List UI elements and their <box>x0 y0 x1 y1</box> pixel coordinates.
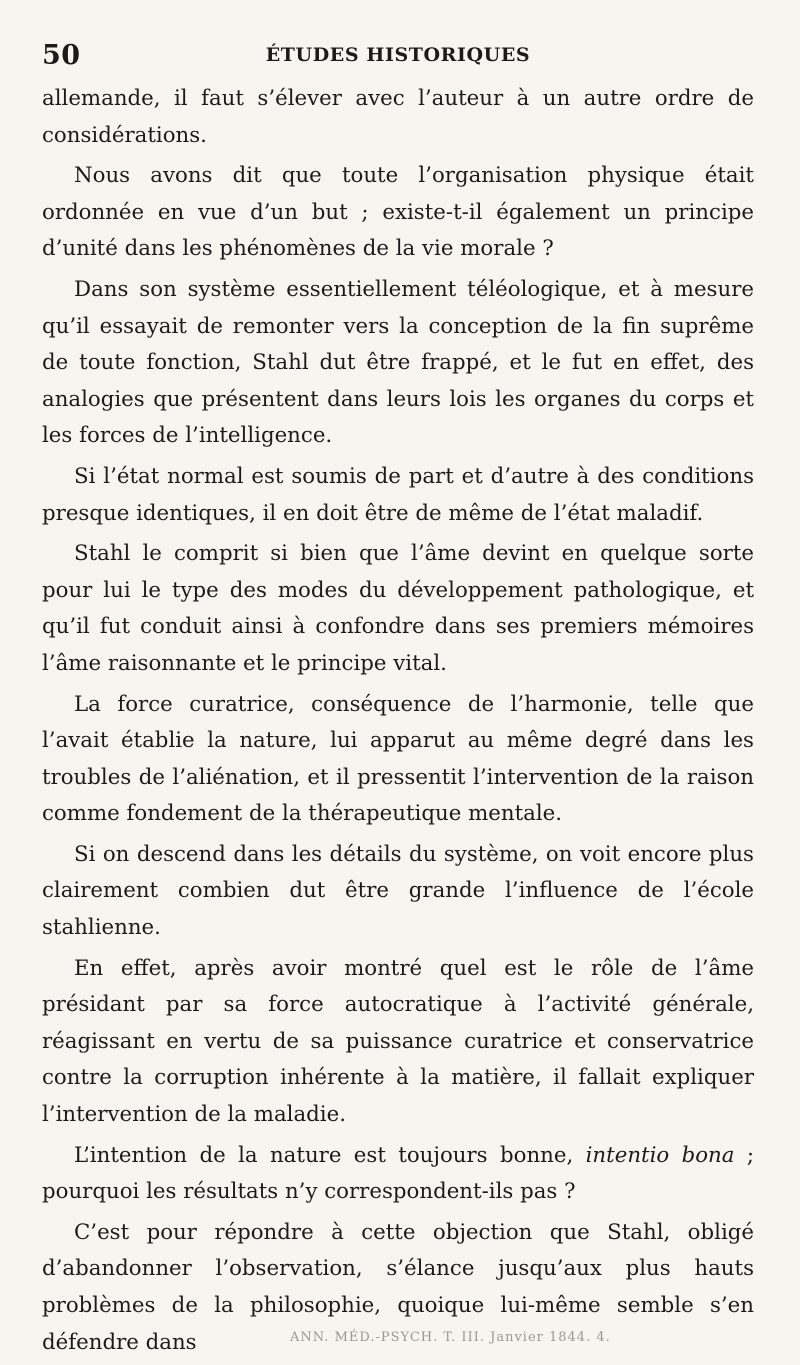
paragraph-text: ; pourquoi les résultats n’y correspondent-ils pas ? <box>42 1142 755 1205</box>
paragraph: En effet, après avoir montré quel est le rôle de l’âme présidant par sa force autocratique à l’activité générale, réagissant en vertu de sa puissance curatrice et conservatrice contre la corruption inhérente à la matière, il fallait expliquer l’intervention de la maladie. <box>42 955 754 1128</box>
paragraph: Dans son système essentiellement téléologique, et à mesure qu’il essayait de remonter vers la conception de la fin suprême de toute fonction, Stahl dut être frappé, et le fut en effet, des analogies que présentent dans leurs lois les organes du corps et les forces de l’intelligence. <box>42 276 754 449</box>
paragraph: Si l’état normal est soumis de part et d’autre à des conditions presque identiques, il en doit être de même de l’état maladif. <box>42 463 754 526</box>
latin-phrase: intentio bona <box>585 1142 735 1168</box>
paragraph: La force curatrice, conséquence de l’harmonie, telle que l’avait établie la nature, lui apparut au même degré dans les troubles de l’aliénation, et il pressentit l’intervention de la raison comme fondement de la thérapeutique mentale. <box>42 691 754 827</box>
footer-bleed-through: ANN. MÉD.-PSYCH. T. III. Janvier 1844. 4. <box>290 1330 611 1345</box>
paragraph-continuation: allemande, il faut s’élever avec l’auteur à un autre ordre de considérations. <box>42 86 754 148</box>
paragraph-text: L’intention de la nature est toujours bonne, <box>74 1142 586 1168</box>
body-text <box>42 81 754 1365</box>
paragraph-with-latin <box>42 1138 754 1211</box>
paragraph: Nous avons dit que toute l’organisation physique était ordonnée en vue d’un but ; existe-t-il également un principe d’unité dans les phénomènes de la vie morale ? <box>42 163 754 262</box>
paragraph: C’est pour répondre à cette objection que Stahl, obligé d’abandonner l’observation, s’élance jusqu’aux plus hauts problèmes de la philosophie, quoique lui-même semble s’en défendre dans <box>42 1219 754 1355</box>
page-number: 50 <box>42 40 81 71</box>
paragraph: Si on descend dans les détails du système, on voit encore plus clairement combien dut être grande l’influence de l’école stahlienne. <box>42 841 754 941</box>
running-head <box>42 40 754 74</box>
paragraph: Stahl le comprit si bien que l’âme devint en quelque sorte pour lui le type des modes du développement pathologique, et qu’il fut conduit ainsi à confondre dans ses premiers mémoires l’âme raisonnante et le principe vital. <box>42 541 754 676</box>
running-title: ÉTUDES HISTORIQUES <box>265 44 531 66</box>
